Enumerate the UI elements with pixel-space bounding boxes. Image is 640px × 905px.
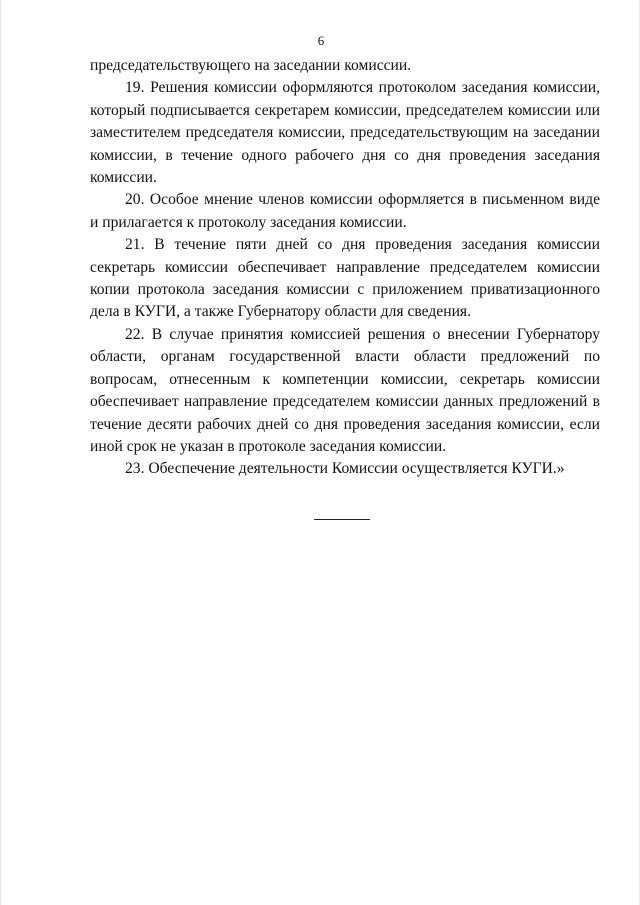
paragraph-23: 23. Обеспечение деятельности Комиссии осуществляется КУГИ.» (125, 460, 565, 478)
paragraph-continuation: председательствующего на заседании комиссии. (90, 57, 412, 74)
paragraph-19: 19. Решения комиссии оформляются протоколом заседания комиссии, который подписывается секретарем комиссии, председателем комиссии или заместителем председателя комиссии, председательствующим на заседании комиссии, в течение одного рабочего дня со дня проведения заседания комиссии. (90, 79, 600, 187)
paragraph-20: 20. Особое мнение членов комиссии оформляется в письменном виде и прилагается к протоколу заседания комиссии. (90, 191, 600, 231)
end-of-document-line (314, 519, 370, 520)
paragraph-21: 21. В течение пяти дней со дня проведения заседания комиссии секретарь комиссии обеспечивает направление председателем комиссии копии протокола заседания комиссии с приложением приватизационного дела в КУГИ, а также Губернатору области для сведения. (90, 236, 600, 321)
paragraph-22: 22. В случае принятия комиссией решения о внесении Губернатору области, органам государственной власти области предложений по вопросам, отнесенным к компетенции комиссии, секретарь комиссии обеспечивает направление председателем комиссии данных предложений в течение десяти рабочих дней со дня проведения заседания комиссии, если иной срок не указан в протоколе заседания комиссии. (90, 325, 600, 455)
document-body (90, 55, 600, 481)
page-number: 6 (317, 33, 325, 48)
